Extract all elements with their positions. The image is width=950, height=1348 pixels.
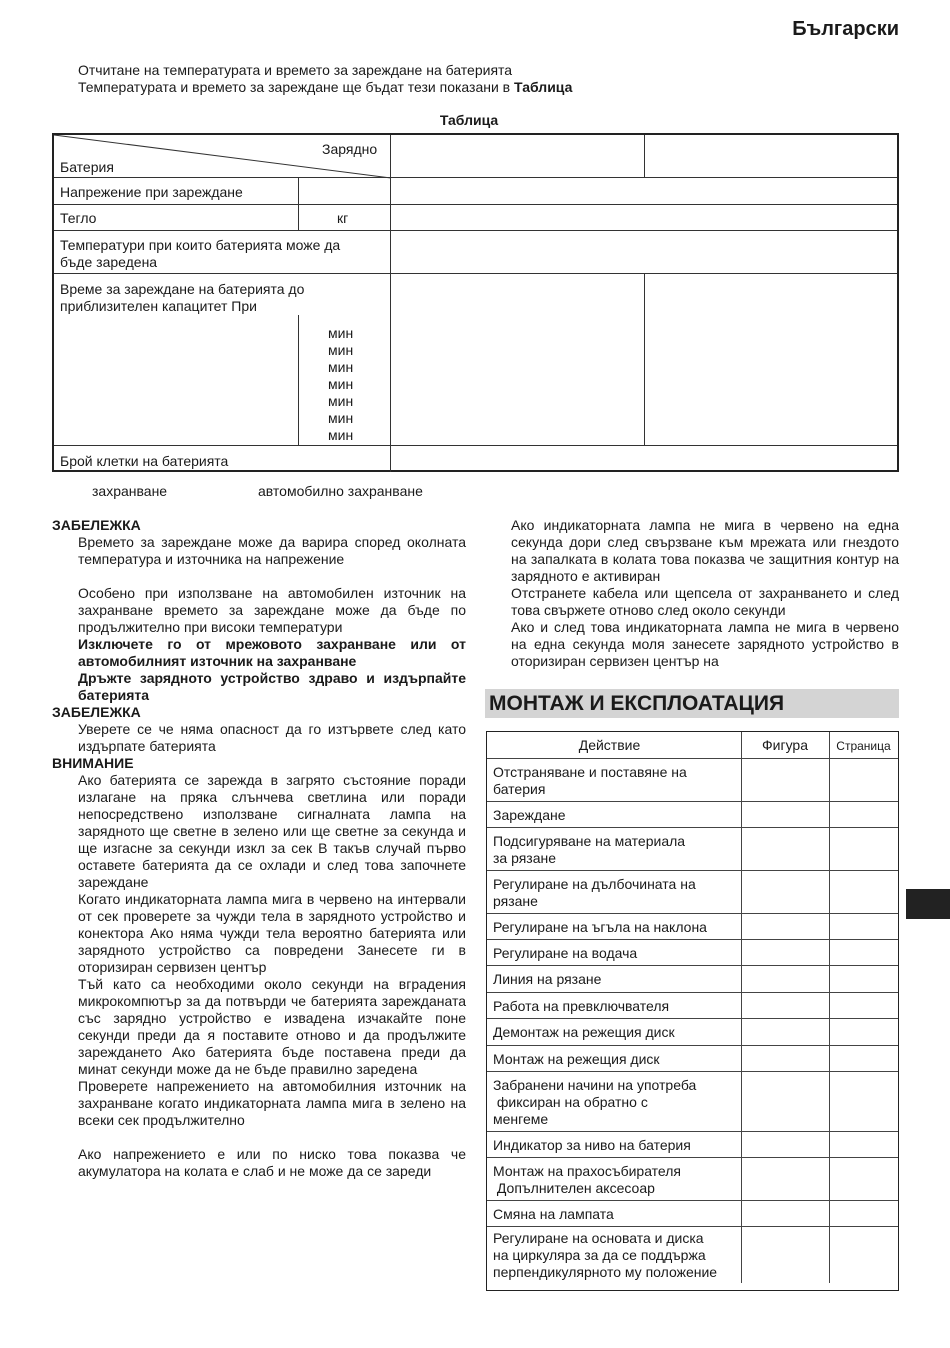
weight-unit: кг <box>337 210 349 226</box>
note-heading: ЗАБЕЛЕЖКА <box>52 704 141 720</box>
action-label <box>493 1051 738 1068</box>
action-label-line: на циркуляра за да се поддържа <box>493 1247 706 1263</box>
action-label-line: Зареждане <box>493 807 566 823</box>
table-row <box>487 993 898 1019</box>
table-row <box>487 1072 898 1132</box>
row-voltage: Напрежение при зареждане <box>60 184 243 200</box>
table-row <box>487 828 898 871</box>
table-row <box>487 1158 898 1201</box>
action-label <box>493 998 738 1015</box>
action-label-line: перпендикулярното му положение <box>493 1264 718 1280</box>
minutes-label: мин <box>328 410 354 426</box>
right-paragraph: Ако индикаторната лампа не мига в червено на една секунда дори след свързване към мрежата или гнездото на запалката в колата това показва че защитния контур на зарядното е активиран <box>511 517 899 584</box>
action-label <box>493 764 738 798</box>
row-charge-time-line-2: приблизителен капацитет При <box>60 298 257 314</box>
action-label-line: менгеме <box>493 1111 549 1127</box>
action-label-line: Демонтаж на режещия диск <box>493 1024 675 1040</box>
charger-specs-table <box>52 133 899 472</box>
action-label-line: Отстраняване и поставяне на <box>493 764 687 780</box>
action-label <box>493 945 738 962</box>
action-label-line: Регулиране на ъгъла на наклона <box>493 919 707 935</box>
table-row <box>487 966 898 993</box>
intro-table-ref: Таблица <box>514 79 573 95</box>
note-heading: ЗАБЕЛЕЖКА <box>52 517 141 533</box>
table-caption: Таблица <box>439 112 499 128</box>
footnote-power-supply: захранване <box>92 483 168 499</box>
col-figure: Фигура <box>762 737 808 753</box>
table-row <box>487 914 898 940</box>
intro-text <box>78 62 572 96</box>
row-charge-time <box>60 281 304 315</box>
table-row <box>487 802 898 828</box>
page-edge-tab <box>906 889 950 919</box>
action-label-line: Подсигуряване на материала <box>493 833 686 849</box>
row-temperature-line-2: бъде заредена <box>60 254 158 270</box>
table-row <box>487 1201 898 1227</box>
action-label <box>493 1077 738 1128</box>
minutes-label: мин <box>328 359 354 375</box>
table-row <box>487 1046 898 1072</box>
action-label-line: Работа на превключвателя <box>493 998 670 1014</box>
row-weight: Тегло <box>60 210 97 226</box>
minutes-label: мин <box>328 342 354 358</box>
table-row <box>487 871 898 914</box>
warning-paragraph: Тъй като са необходими около секунди на вградения микрокомпютър за да потвърди че батерията зарежданата със зарядно устройство е извадена изчакайте поне секунди преди да я поставите отново и да продължите зареждането Ако батерията бъде поставена преди да минат секунди може да не бъде правилно заредена <box>78 976 466 1077</box>
left-column <box>52 517 466 1180</box>
action-label-line: Индикатор за ниво на батерия <box>493 1137 691 1153</box>
action-label-line: Смяна на лампата <box>493 1206 614 1222</box>
section-banner <box>485 689 899 718</box>
warning-paragraph: Когато индикаторната лампа мига в червено на интервали от сек проверете за чужди тела в зарядното устройство и конектора Ако няма чужди тела вероятно батерията или зарядното устройство са повредени Занесете ги в оторизиран сервизен център <box>78 891 466 975</box>
table-row <box>487 1227 898 1283</box>
table-row <box>487 1132 898 1158</box>
warning-paragraph: Ако батерията се зарежда в загрято състояние поради излагане на пряка слънчева светлина или поради непосредствено използване сигналната лампа на зарядното ще светне в зелено или ще светне за секунда и ще изгасне за секунди изкл за сек В такъв случай първо оставете батерията да се охлади и след това започнете зареждане <box>78 772 466 890</box>
header-battery-label: Батерия <box>60 159 114 175</box>
action-label-line: Забранени начини на употреба <box>493 1077 697 1093</box>
action-label <box>493 807 738 824</box>
table-header-row <box>487 732 898 759</box>
intro-line-1: Отчитане на температурата и времето за зареждане на батерията <box>78 62 513 78</box>
minutes-label: мин <box>328 393 354 409</box>
note-paragraph: Особено при използване на автомобилен източник на захранване времето за зареждане може да бъде по продължително при високи температури <box>78 585 466 635</box>
action-label-line: Регулиране на водача <box>493 945 638 961</box>
action-label-line: Линия на рязане <box>493 971 602 987</box>
section-title: МОНТАЖ И ЕКСПЛОАТАЦИЯ <box>489 692 785 715</box>
action-label-line: рязане <box>493 893 538 909</box>
action-label-line: батерия <box>493 781 546 797</box>
row-charge-time-line-1: Време за зареждане на батерията до <box>60 281 305 297</box>
table-row <box>487 759 898 802</box>
action-label <box>493 919 738 936</box>
action-label <box>493 1024 738 1041</box>
minutes-list <box>328 325 353 444</box>
action-label-line: Регулиране на дълбочината на <box>493 876 696 892</box>
right-paragraph: Ако и след това индикаторната лампа не мига в червено на една секунда моля занесете зарядното устройство в оторизиран сервизен център на <box>511 619 899 669</box>
warning-paragraph: Ако напрежението е или по ниско това показва че акумулатора на колата е слаб и не може да се зареди <box>78 1146 466 1179</box>
action-label <box>493 1163 738 1197</box>
row-cell-count: Брой клетки на батерията <box>60 453 229 469</box>
minutes-label: мин <box>328 325 354 341</box>
col-action: Действие <box>578 737 641 753</box>
action-label <box>493 1206 738 1223</box>
action-label <box>493 971 738 988</box>
right-paragraph: Отстранете кабела или щепсела от захранването и след това свържете отново след около секунди <box>511 585 899 618</box>
right-column <box>511 517 899 670</box>
action-label-line: Допълнителен аксесоар <box>493 1180 655 1196</box>
action-label-line: Регулиране на основата и диска <box>493 1230 704 1246</box>
table-row <box>487 1019 898 1046</box>
action-label <box>493 1230 738 1281</box>
table-row <box>487 940 898 966</box>
minutes-label: мин <box>328 427 354 443</box>
action-label <box>493 876 738 910</box>
note-instruction: Изключете го от мрежовото захранване или от автомобилният източник на захранване <box>78 636 466 669</box>
action-label <box>493 1137 738 1154</box>
row-temperature-line-1: Температури при които батерията може да <box>60 237 341 253</box>
minutes-label: мин <box>328 376 354 392</box>
action-label-line: фиксиран на обратно с <box>493 1094 648 1110</box>
warning-heading: ВНИМАНИЕ <box>52 755 134 771</box>
action-label-line: Монтаж на режещия диск <box>493 1051 660 1067</box>
action-label-line: за рязане <box>493 850 557 866</box>
col-page: Страница <box>836 739 891 753</box>
intro-line-2-text: Температурата и времето за зареждане ще бъдат тези показани в <box>78 79 515 95</box>
note-paragraph: Уверете се че няма опасност да го изтървете след като издърпате батерията <box>78 721 466 754</box>
warning-paragraph: Проверете напрежението на автомобилния източник на захранване когато индикаторната лампа мига в зелено на всеки сек продължително <box>78 1078 466 1128</box>
footnote-car-supply: автомобилно захранване <box>258 483 423 499</box>
operations-table <box>486 731 899 1291</box>
intro-line-2 <box>78 79 572 96</box>
action-label-line: Монтаж на прахосъбирателя <box>493 1163 682 1179</box>
language-heading: Български <box>792 18 899 40</box>
action-label <box>493 833 738 867</box>
header-charger-label: Зарядно <box>322 141 378 157</box>
note-paragraph: Времето за зареждане може да варира според околната температура и източника на напрежение <box>78 534 466 567</box>
note-instruction: Дръжте зарядното устройство здраво и издърпайте батерията <box>78 670 466 703</box>
row-temperature <box>60 237 340 271</box>
